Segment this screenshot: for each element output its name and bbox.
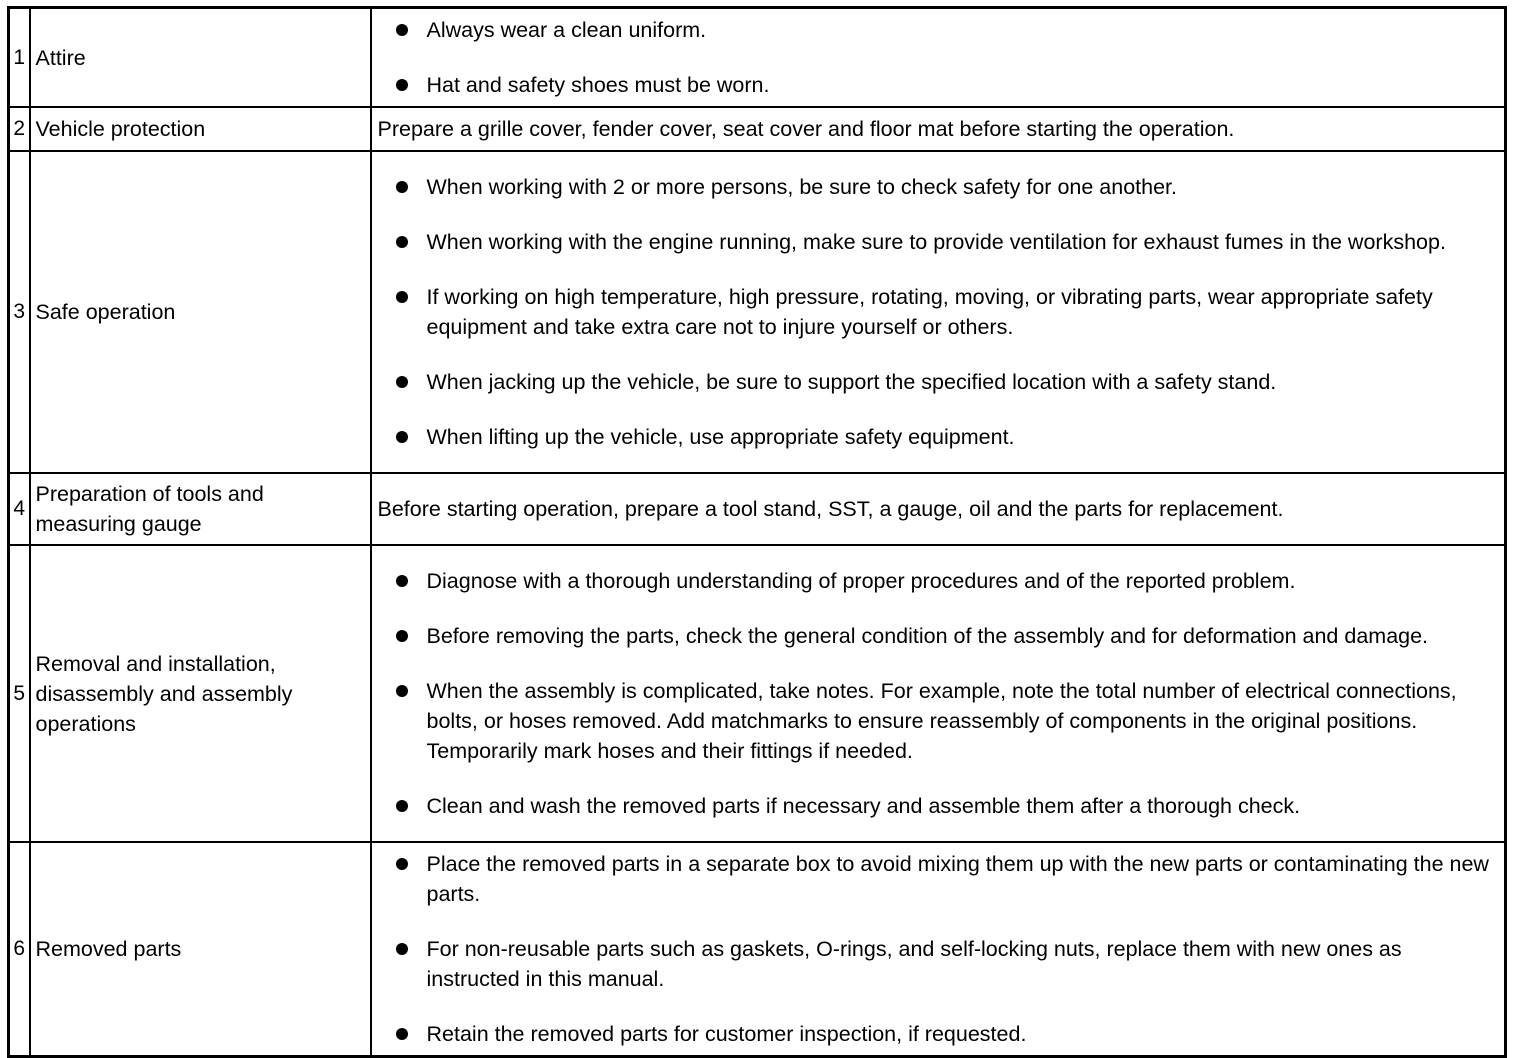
list-item-text: Before removing the parts, check the general condition of the assembly and for deformation and damage.	[426, 624, 1429, 648]
row-topic: Vehicle protection	[30, 107, 371, 151]
bullet-icon	[396, 24, 408, 36]
bullet-icon	[396, 236, 408, 248]
list-item	[378, 172, 1495, 202]
bullet-icon	[396, 376, 408, 388]
table-row	[9, 107, 1506, 151]
list-item-text: Retain the removed parts for customer inspection, if requested.	[426, 1022, 1027, 1046]
row-number: 6	[9, 842, 30, 1057]
row-number: 3	[9, 151, 30, 473]
list-item-text: Always wear a clean uniform.	[426, 18, 707, 42]
list-item	[378, 1019, 1495, 1049]
list-item	[378, 676, 1495, 766]
table-row	[9, 842, 1506, 1057]
list-item	[378, 621, 1495, 651]
row-topic: Safe operation	[30, 151, 371, 473]
row-detail	[371, 151, 1506, 473]
row-topic: Removal and installation, disassembly and assembly operations	[30, 545, 371, 842]
list-item	[378, 566, 1495, 596]
bullet-icon	[396, 431, 408, 443]
row-number: 4	[9, 473, 30, 545]
list-item-text: Place the removed parts in a separate box to avoid mixing them up with the new parts or contaminating the new parts.	[426, 852, 1489, 906]
bullet-icon	[396, 1028, 408, 1040]
bullet-list	[378, 172, 1495, 452]
row-detail	[371, 545, 1506, 842]
row-topic: Attire	[30, 8, 371, 108]
row-detail-text: Prepare a grille cover, fender cover, seat cover and floor mat before starting the operation.	[371, 107, 1506, 151]
row-number: 2	[9, 107, 30, 151]
list-item	[378, 282, 1495, 342]
list-item	[378, 70, 1495, 100]
precautions-table	[7, 6, 1507, 1058]
list-item	[378, 227, 1495, 257]
table-row	[9, 545, 1506, 842]
list-item-text: If working on high temperature, high pressure, rotating, moving, or vibrating parts, wear appropriate safety equipment and take extra care not to injure yourself or others.	[426, 285, 1433, 339]
row-topic: Removed parts	[30, 842, 371, 1057]
list-item-text: When lifting up the vehicle, use appropriate safety equipment.	[426, 425, 1015, 449]
list-item-text: When the assembly is complicated, take notes. For example, note the total number of electrical connections, bolts, or hoses removed. Add matchmarks to ensure reassembly of components in the original positions. Temporarily mark hoses and their fittings if needed.	[426, 679, 1457, 763]
list-item	[378, 934, 1495, 994]
row-detail	[371, 842, 1506, 1057]
list-item	[378, 422, 1495, 452]
precautions-sheet	[7, 6, 1507, 1050]
bullet-icon	[396, 800, 408, 812]
bullet-icon	[396, 943, 408, 955]
bullet-icon	[396, 685, 408, 697]
bullet-icon	[396, 291, 408, 303]
list-item	[378, 791, 1495, 821]
bullet-list	[378, 566, 1495, 821]
table-row	[9, 473, 1506, 545]
row-number: 5	[9, 545, 30, 842]
list-item-text: Diagnose with a thorough understanding of proper procedures and of the reported problem.	[426, 569, 1296, 593]
bullet-icon	[396, 858, 408, 870]
list-item	[378, 15, 1495, 45]
table-row	[9, 151, 1506, 473]
list-item-text: For non-reusable parts such as gaskets, O-rings, and self-locking nuts, replace them with new ones as instructed in this manual.	[426, 937, 1402, 991]
table-row	[9, 8, 1506, 108]
row-topic: Preparation of tools and measuring gauge	[30, 473, 371, 545]
list-item-text: When jacking up the vehicle, be sure to support the specified location with a safety stand.	[426, 370, 1277, 394]
row-detail-text: Before starting operation, prepare a tool stand, SST, a gauge, oil and the parts for replacement.	[371, 473, 1506, 545]
row-number: 1	[9, 8, 30, 108]
list-item-text: When working with the engine running, make sure to provide ventilation for exhaust fumes in the workshop.	[426, 230, 1446, 254]
list-item-text: Hat and safety shoes must be worn.	[426, 73, 770, 97]
list-item	[378, 849, 1495, 909]
row-detail	[371, 8, 1506, 108]
bullet-list	[378, 15, 1495, 100]
bullet-icon	[396, 630, 408, 642]
list-item-text: Clean and wash the removed parts if necessary and assemble them after a thorough check.	[426, 794, 1301, 818]
bullet-list	[378, 849, 1495, 1049]
list-item	[378, 367, 1495, 397]
bullet-icon	[396, 575, 408, 587]
bullet-icon	[396, 181, 408, 193]
bullet-icon	[396, 79, 408, 91]
list-item-text: When working with 2 or more persons, be sure to check safety for one another.	[426, 175, 1177, 199]
